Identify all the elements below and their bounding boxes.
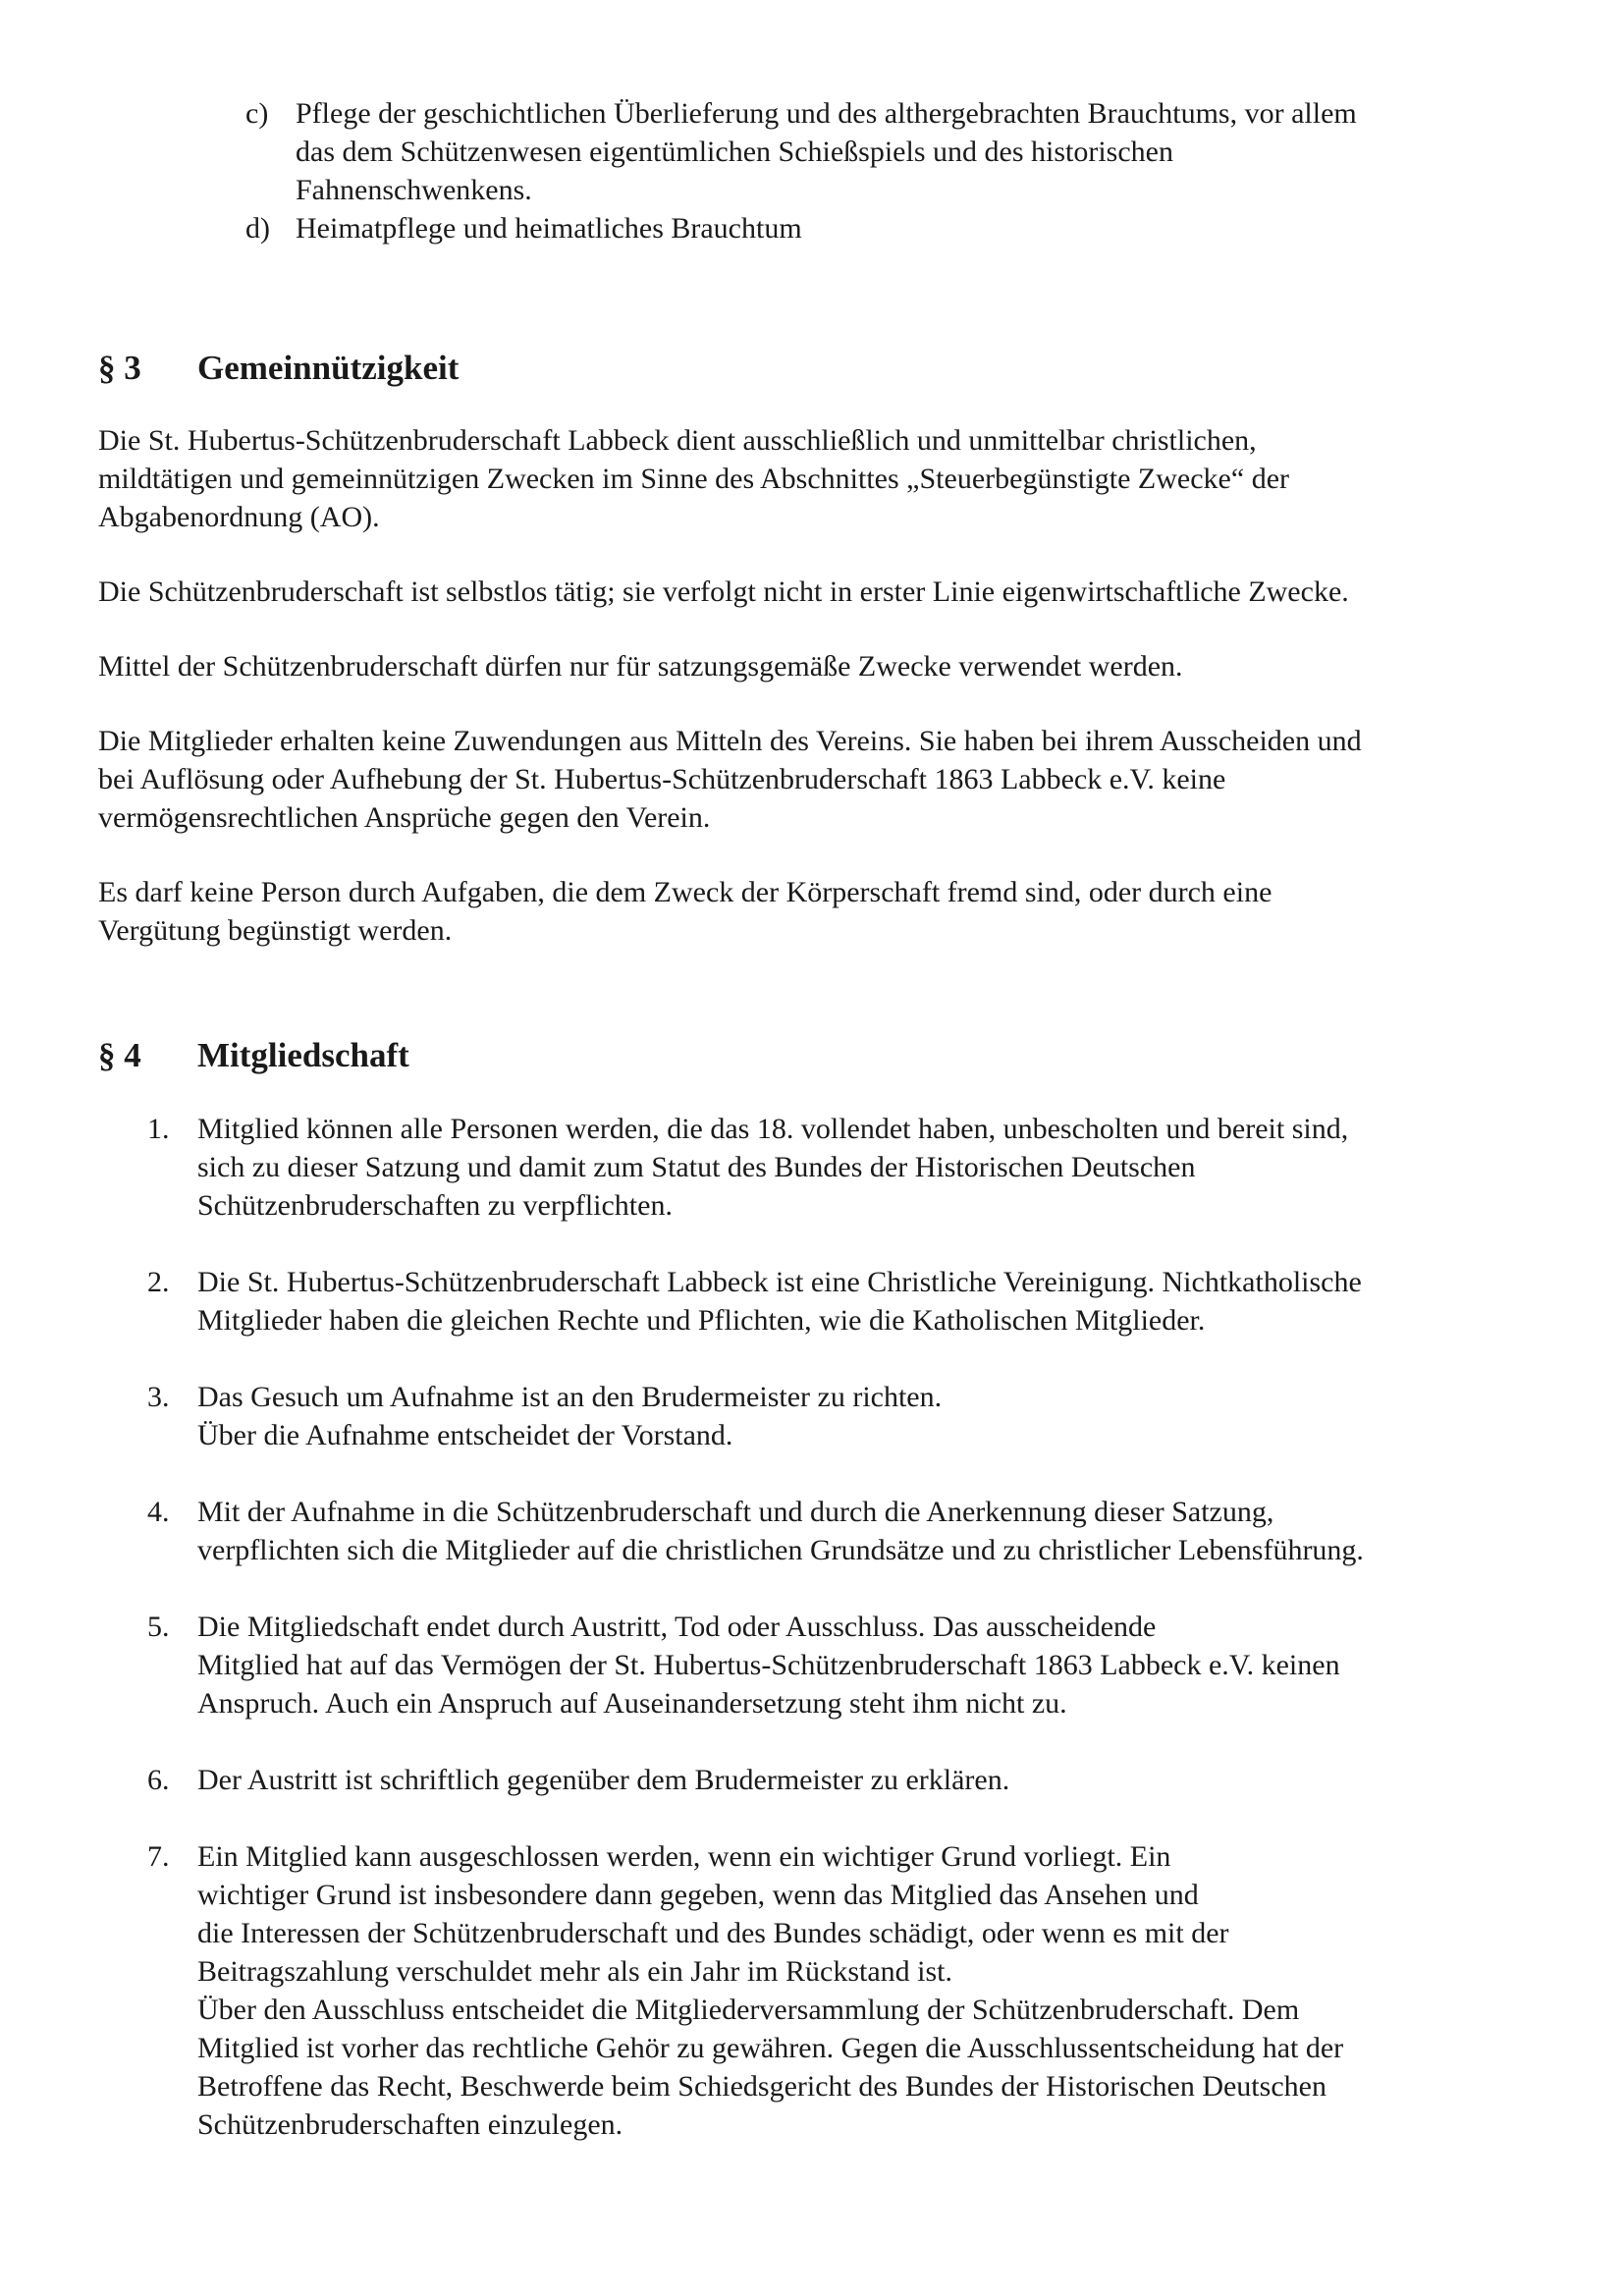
text-line: Mit der Aufnahme in die Schützenbruderschaft und durch die Anerkennung dieser Satzung, [197,1496,1274,1528]
list-item [98,1608,1532,1722]
text-line: Betroffene das Recht, Beschwerde beim Schiedsgericht des Bundes der Historischen Deutschen [197,2070,1326,2103]
text-line: Abgabenordnung (AO). [98,501,380,533]
section-3-heading [98,347,1532,390]
text-line: verpflichten sich die Mitglieder auf die christlichen Grundsätze und zu christlicher Lebensführung. [197,1534,1364,1566]
text-line: Schützenbruderschaften einzulegen. [197,2108,623,2141]
text-line: Pflege der geschichtlichen Überlieferung und des althergebrachten Brauchtums, vor allem [296,97,1357,130]
section-number: § 4 [98,1036,141,1074]
text-line: Die Schützenbruderschaft ist selbstlos tätig; sie verfolgt nicht in erster Linie eigenwirtschaftliche Zwecke. [98,575,1349,608]
list-marker: 1. [147,1113,170,1145]
section-4-heading [98,1034,1532,1077]
text-line: Der Austritt ist schriftlich gegenüber dem Brudermeister zu erklären. [197,1764,1010,1796]
section-title: Gemeinnützigkeit [197,349,460,387]
text-line: Beitragszahlung verschuldet mehr als ein Jahr im Rückstand ist. [197,1955,952,1988]
paragraph [98,421,1532,536]
section-title: Mitgliedschaft [197,1036,409,1074]
text-line: Die Mitglieder erhalten keine Zuwendungen aus Mitteln des Vereins. Sie haben bei ihrem Ausscheiden und [98,725,1362,757]
text-line: Vergütung begünstigt werden. [98,914,453,947]
purpose-list [98,94,1532,247]
text-line: Mitglied können alle Personen werden, die das 18. vollendet haben, unbescholten und bereit sind, [197,1113,1349,1145]
text-line: Die St. Hubertus-Schützenbruderschaft Labbeck dient ausschließlich und unmittelbar christlichen, [98,424,1257,457]
list-marker: 2. [147,1266,170,1298]
text-line: Anspruch. Auch ein Anspruch auf Auseinandersetzung steht ihm nicht zu. [197,1687,1067,1720]
text-line: vermögensrechtlichen Ansprüche gegen den Verein. [98,801,711,834]
text-line: Mittel der Schützenbruderschaft dürfen nur für satzungsgemäße Zwecke verwendet werden. [98,650,1183,683]
text-line: Ein Mitglied kann ausgeschlossen werden, wenn ein wichtiger Grund vorliegt. Ein [197,1840,1171,1873]
text-line: Das Gesuch um Aufnahme ist an den Brudermeister zu richten. [197,1381,943,1413]
text-line: Schützenbruderschaften zu verpflichten. [197,1189,673,1222]
list-marker: 5. [147,1611,170,1643]
text-line: Mitglied hat auf das Vermögen der St. Hubertus-Schützenbruderschaft 1863 Labbeck e.V. keinen [197,1649,1340,1681]
text-line: Heimatpflege und heimatliches Brauchtum [296,212,802,245]
list-marker: 6. [147,1764,170,1796]
list-item [98,1493,1532,1569]
list-marker: d) [245,212,270,245]
document-page [98,94,1532,2182]
text-line: sich zu dieser Satzung und damit zum Statut des Bundes der Historischen Deutschen [197,1151,1196,1183]
list-marker: c) [245,97,269,130]
list-marker: 3. [147,1381,170,1413]
list-item [98,1761,1532,1799]
list-item [98,94,1532,209]
text-line: Die St. Hubertus-Schützenbruderschaft Labbeck ist eine Christliche Vereinigung. Nichtkatholische [197,1266,1362,1298]
section-number: § 3 [98,349,141,387]
list-marker: 4. [147,1496,170,1528]
paragraph [98,647,1532,685]
text-line: wichtiger Grund ist insbesondere dann gegeben, wenn das Mitglied das Ansehen und [197,1879,1199,1911]
text-line: Mitglieder haben die gleichen Rechte und Pflichten, wie die Katholischen Mitglieder. [197,1304,1206,1337]
text-line: Fahnenschwenkens. [296,174,532,206]
list-item [98,1110,1532,1225]
text-line: mildtätigen und gemeinnützigen Zwecken im Sinne des Abschnittes „Steuerbegünstigte Zwecke“ der [98,463,1289,495]
text-line: Über die Aufnahme entscheidet der Vorstand. [197,1419,733,1451]
text-line: Die Mitgliedschaft endet durch Austritt, Tod oder Ausschluss. Das ausscheidende [197,1611,1157,1643]
text-line: Es darf keine Person durch Aufgaben, die dem Zweck der Körperschaft fremd sind, oder durch eine [98,876,1272,908]
list-item [98,1263,1532,1339]
list-marker: 7. [147,1840,170,1873]
text-line: Mitglied ist vorher das rechtliche Gehör zu gewähren. Gegen die Ausschlussentscheidung hat der [197,2032,1344,2064]
paragraph [98,873,1532,950]
text-line: bei Auflösung oder Aufhebung der St. Hubertus-Schützenbruderschaft 1863 Labbeck e.V. keine [98,763,1226,795]
membership-list [98,1110,1532,2144]
text-line: das dem Schützenwesen eigentümlichen Schießspiels und des historischen [296,136,1173,168]
text-line: Über den Ausschluss entscheidet die Mitgliederversammlung der Schützenbruderschaft. Dem [197,1994,1300,2026]
paragraph [98,722,1532,837]
section-3-body [98,421,1532,950]
text-line: die Interessen der Schützenbruderschaft und des Bundes schädigt, oder wenn es mit der [197,1917,1229,1949]
paragraph [98,573,1532,611]
list-item [98,1378,1532,1454]
list-item [98,209,1532,247]
list-item [98,1837,1532,2144]
